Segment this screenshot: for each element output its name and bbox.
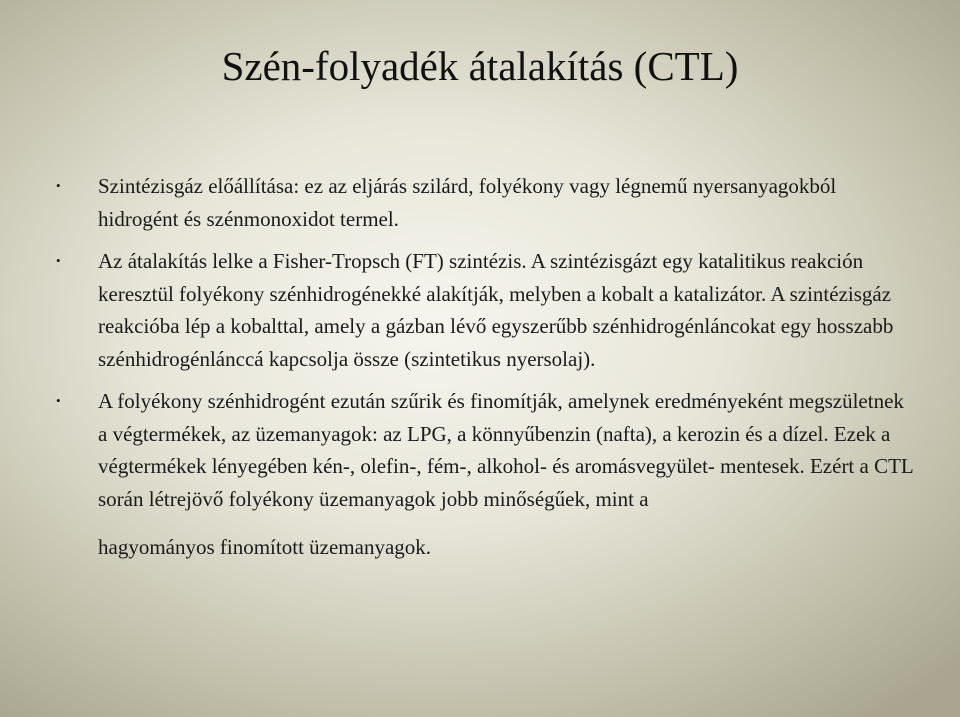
bullet-list: [56, 170, 916, 574]
bullet-item-refining: [56, 385, 916, 564]
bullet-marker: •: [56, 253, 61, 268]
slide-title: Szén-folyadék átalakítás (CTL): [221, 43, 739, 89]
bullet-item-syngas: [56, 170, 916, 235]
bullet-text-continuation: hagyományos finomított üzemanyagok.: [98, 535, 432, 559]
bullet-text: Az átalakítás lelke a Fisher-Tropsch (FT) szintézis. A szintézisgázt egy katalitikus reakción keresztül folyékony szénhidrogénekké alakítják, melyben a kobalt a katalizátor. A szintézisgáz reakcióba lép a kobalttal, amely a gázban lévő egyszerűbb szénhidrogénláncokat egy hosszabb szénhidrogénlánccá kapcsolja össze (szintetikus nyersolaj).: [98, 249, 894, 371]
bullet-marker: •: [56, 393, 61, 408]
bullet-item-fischer-tropsch: [56, 245, 916, 375]
bullet-text: A folyékony szénhidrogént ezután szűrik és finomítják, amelynek eredményeként megszületnek a végtermékek, az üzemanyagok: az LPG, a könnyűbenzin (nafta), a kerozin és a dízel. Ezek a végtermékek lényegében kén-, olefin-, fém-, alkohol- és aromásvegyület- mentesek. Ezért a CTL során létrejövő folyékony üzemanyagok jobb minőségűek, mint a: [98, 389, 913, 511]
bullet-marker: •: [56, 178, 61, 193]
bullet-text: Szintézisgáz előállítása: ez az eljárás szilárd, folyékony vagy légnemű nyersanyagokból hidrogént és szénmonoxidot termel.: [98, 174, 837, 231]
